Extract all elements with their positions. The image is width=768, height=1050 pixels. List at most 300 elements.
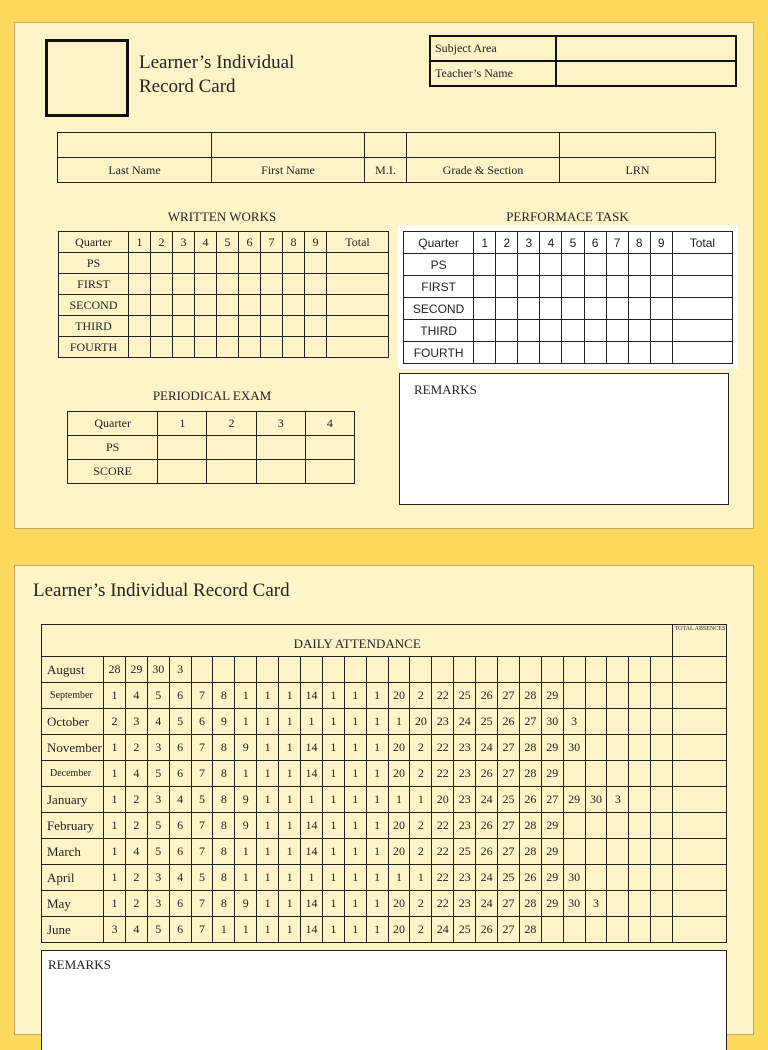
attendance-day[interactable]: 26: [476, 917, 498, 943]
attendance-day[interactable]: 22: [432, 891, 454, 917]
performance_task-score-cell[interactable]: [650, 276, 672, 298]
written_works-score-cell[interactable]: [195, 274, 217, 295]
attendance-day[interactable]: 29: [541, 865, 563, 891]
written_works-score-cell[interactable]: [305, 337, 327, 358]
last-name-field[interactable]: [58, 133, 212, 158]
attendance-cell[interactable]: [651, 891, 673, 917]
written_works-score-cell[interactable]: [217, 316, 239, 337]
remarks-box[interactable]: [399, 373, 729, 505]
performance_task-score-cell[interactable]: [474, 320, 496, 342]
attendance-cell[interactable]: [191, 657, 213, 683]
attendance-day[interactable]: 2: [410, 813, 432, 839]
attendance-cell[interactable]: [585, 657, 607, 683]
attendance-day[interactable]: 1: [322, 891, 344, 917]
performance_task-score-cell[interactable]: [584, 298, 606, 320]
attendance-day[interactable]: 24: [476, 787, 498, 813]
total-absences-cell[interactable]: [673, 891, 727, 917]
performance_task-score-cell[interactable]: [562, 298, 584, 320]
mi-field[interactable]: [365, 133, 407, 158]
total-absences-cell[interactable]: [673, 735, 727, 761]
attendance-day[interactable]: 20: [410, 709, 432, 735]
attendance-cell[interactable]: [585, 735, 607, 761]
attendance-cell[interactable]: [651, 761, 673, 787]
attendance-day[interactable]: 1: [257, 787, 279, 813]
attendance-day[interactable]: 1: [410, 865, 432, 891]
attendance-day[interactable]: 3: [169, 657, 191, 683]
performance_task-score-cell[interactable]: [496, 298, 518, 320]
performance_task-score-cell[interactable]: [496, 320, 518, 342]
attendance-day[interactable]: 1: [279, 917, 301, 943]
attendance-day[interactable]: 30: [147, 657, 169, 683]
performance_task-score-cell[interactable]: [518, 298, 540, 320]
attendance-day[interactable]: 25: [476, 709, 498, 735]
attendance-day[interactable]: 7: [191, 735, 213, 761]
attendance-day[interactable]: 27: [498, 683, 520, 709]
performance_task-score-cell[interactable]: [606, 298, 628, 320]
attendance-day[interactable]: 1: [104, 787, 126, 813]
attendance-day[interactable]: 27: [498, 735, 520, 761]
written_works-score-cell[interactable]: [173, 274, 195, 295]
performance_task-score-cell[interactable]: [518, 320, 540, 342]
attendance-day[interactable]: 4: [125, 761, 147, 787]
total-absences-cell[interactable]: [673, 839, 727, 865]
attendance-day[interactable]: 29: [541, 839, 563, 865]
total-absences-cell[interactable]: [673, 657, 727, 683]
attendance-day[interactable]: 1: [322, 709, 344, 735]
attendance-day[interactable]: 2: [125, 813, 147, 839]
performance_task-score-cell[interactable]: [584, 254, 606, 276]
attendance-day[interactable]: 26: [476, 683, 498, 709]
written_works-score-cell[interactable]: [283, 295, 305, 316]
attendance-day[interactable]: 30: [563, 891, 585, 917]
written_works-score-cell[interactable]: [261, 316, 283, 337]
attendance-day[interactable]: 25: [498, 787, 520, 813]
attendance-day[interactable]: 22: [432, 865, 454, 891]
attendance-day[interactable]: 27: [498, 839, 520, 865]
written_works-score-cell[interactable]: [195, 316, 217, 337]
attendance-day[interactable]: 1: [322, 865, 344, 891]
attendance-day[interactable]: 1: [322, 917, 344, 943]
attendance-day[interactable]: 3: [563, 709, 585, 735]
attendance-day[interactable]: 5: [147, 813, 169, 839]
attendance-day[interactable]: 24: [476, 735, 498, 761]
attendance-day[interactable]: 1: [344, 761, 366, 787]
performance_task-score-cell[interactable]: [672, 298, 732, 320]
attendance-day[interactable]: 2: [410, 839, 432, 865]
attendance-cell[interactable]: [301, 657, 323, 683]
attendance-day[interactable]: 1: [344, 917, 366, 943]
attendance-day[interactable]: 1: [104, 839, 126, 865]
first-name-field[interactable]: [212, 133, 365, 158]
attendance-day[interactable]: 5: [191, 787, 213, 813]
attendance-day[interactable]: 26: [476, 839, 498, 865]
written_works-score-cell[interactable]: [217, 337, 239, 358]
attendance-cell[interactable]: [585, 761, 607, 787]
attendance-day[interactable]: 7: [191, 683, 213, 709]
attendance-cell[interactable]: [629, 683, 651, 709]
attendance-day[interactable]: 8: [213, 761, 235, 787]
attendance-day[interactable]: 27: [498, 813, 520, 839]
lrn-field[interactable]: [560, 133, 716, 158]
attendance-day[interactable]: 1: [104, 813, 126, 839]
attendance-day[interactable]: 5: [147, 917, 169, 943]
attendance-day[interactable]: 1: [344, 683, 366, 709]
attendance-day[interactable]: 1: [279, 787, 301, 813]
attendance-day[interactable]: 4: [125, 683, 147, 709]
written_works-score-cell[interactable]: [239, 274, 261, 295]
attendance-day[interactable]: 2: [410, 917, 432, 943]
written_works-score-cell[interactable]: [327, 274, 389, 295]
attendance-cell[interactable]: [432, 657, 454, 683]
performance_task-score-cell[interactable]: [650, 342, 672, 364]
attendance-cell[interactable]: [607, 917, 629, 943]
attendance-cell[interactable]: [454, 657, 476, 683]
performance_task-score-cell[interactable]: [584, 276, 606, 298]
attendance-cell[interactable]: [629, 657, 651, 683]
written_works-score-cell[interactable]: [305, 253, 327, 274]
attendance-day[interactable]: 3: [147, 891, 169, 917]
attendance-day[interactable]: 1: [235, 917, 257, 943]
attendance-day[interactable]: 4: [169, 865, 191, 891]
attendance-day[interactable]: 3: [147, 787, 169, 813]
attendance-day[interactable]: 2: [410, 891, 432, 917]
attendance-day[interactable]: 1: [344, 839, 366, 865]
written_works-score-cell[interactable]: [305, 295, 327, 316]
performance_task-score-cell[interactable]: [474, 254, 496, 276]
attendance-day[interactable]: 1: [366, 761, 388, 787]
attendance-day[interactable]: 1: [235, 709, 257, 735]
attendance-day[interactable]: 1: [366, 735, 388, 761]
attendance-day[interactable]: 20: [388, 683, 410, 709]
attendance-day[interactable]: 20: [388, 839, 410, 865]
attendance-day[interactable]: 5: [147, 761, 169, 787]
written_works-score-cell[interactable]: [327, 295, 389, 316]
attendance-day[interactable]: 1: [322, 761, 344, 787]
attendance-day[interactable]: 1: [301, 865, 323, 891]
attendance-cell[interactable]: [651, 683, 673, 709]
attendance-day[interactable]: 1: [366, 813, 388, 839]
attendance-day[interactable]: 20: [388, 761, 410, 787]
total-absences-cell[interactable]: [673, 709, 727, 735]
written_works-score-cell[interactable]: [261, 337, 283, 358]
attendance-day[interactable]: 1: [213, 917, 235, 943]
attendance-cell[interactable]: [651, 917, 673, 943]
attendance-day[interactable]: 23: [454, 787, 476, 813]
attendance-day[interactable]: 1: [104, 761, 126, 787]
written_works-score-cell[interactable]: [173, 337, 195, 358]
attendance-cell[interactable]: [607, 761, 629, 787]
attendance-day[interactable]: 2: [125, 891, 147, 917]
attendance-day[interactable]: 1: [366, 709, 388, 735]
attendance-day[interactable]: 1: [322, 683, 344, 709]
performance_task-score-cell[interactable]: [562, 254, 584, 276]
written_works-score-cell[interactable]: [239, 316, 261, 337]
total-absences-cell[interactable]: [673, 813, 727, 839]
written_works-score-cell[interactable]: [239, 337, 261, 358]
attendance-day[interactable]: 22: [432, 683, 454, 709]
attendance-cell[interactable]: [563, 657, 585, 683]
attendance-day[interactable]: 24: [432, 917, 454, 943]
attendance-day[interactable]: 1: [257, 917, 279, 943]
attendance-cell[interactable]: [607, 735, 629, 761]
written_works-score-cell[interactable]: [261, 253, 283, 274]
written_works-score-cell[interactable]: [305, 316, 327, 337]
attendance-day[interactable]: 1: [366, 839, 388, 865]
performance_task-score-cell[interactable]: [584, 342, 606, 364]
periodical_exam-score-cell[interactable]: [256, 460, 305, 484]
attendance-cell[interactable]: [541, 657, 563, 683]
periodical_exam-score-cell[interactable]: [158, 436, 207, 460]
attendance-cell[interactable]: [563, 761, 585, 787]
attendance-day[interactable]: 22: [432, 761, 454, 787]
attendance-day[interactable]: 23: [454, 761, 476, 787]
written_works-score-cell[interactable]: [217, 253, 239, 274]
attendance-cell[interactable]: [629, 813, 651, 839]
attendance-cell[interactable]: [366, 657, 388, 683]
attendance-cell[interactable]: [651, 787, 673, 813]
teachers-name-field[interactable]: [556, 61, 736, 86]
attendance-cell[interactable]: [607, 813, 629, 839]
attendance-day[interactable]: 14: [301, 683, 323, 709]
attendance-day[interactable]: 14: [301, 761, 323, 787]
attendance-day[interactable]: 3: [585, 891, 607, 917]
attendance-cell[interactable]: [629, 709, 651, 735]
attendance-day[interactable]: 3: [607, 787, 629, 813]
attendance-day[interactable]: 30: [541, 709, 563, 735]
attendance-day[interactable]: 20: [388, 917, 410, 943]
written_works-score-cell[interactable]: [129, 295, 151, 316]
attendance-cell[interactable]: [651, 735, 673, 761]
written_works-score-cell[interactable]: [151, 274, 173, 295]
attendance-day[interactable]: 8: [213, 735, 235, 761]
attendance-day[interactable]: 1: [344, 865, 366, 891]
attendance-day[interactable]: 1: [366, 683, 388, 709]
attendance-cell[interactable]: [607, 865, 629, 891]
total-absences-cell[interactable]: [673, 917, 727, 943]
attendance-day[interactable]: 25: [454, 917, 476, 943]
written_works-score-cell[interactable]: [173, 316, 195, 337]
performance_task-score-cell[interactable]: [606, 342, 628, 364]
attendance-day[interactable]: 27: [498, 917, 520, 943]
attendance-day[interactable]: 28: [519, 761, 541, 787]
attendance-day[interactable]: 23: [454, 891, 476, 917]
performance_task-score-cell[interactable]: [496, 342, 518, 364]
attendance-day[interactable]: 1: [104, 735, 126, 761]
attendance-cell[interactable]: [344, 657, 366, 683]
attendance-day[interactable]: 1: [301, 787, 323, 813]
written_works-score-cell[interactable]: [151, 253, 173, 274]
written_works-score-cell[interactable]: [239, 295, 261, 316]
written_works-score-cell[interactable]: [173, 295, 195, 316]
performance_task-score-cell[interactable]: [650, 254, 672, 276]
attendance-day[interactable]: 5: [147, 839, 169, 865]
attendance-remarks-box[interactable]: [41, 950, 727, 1050]
attendance-day[interactable]: 7: [191, 917, 213, 943]
attendance-day[interactable]: 1: [344, 787, 366, 813]
performance_task-score-cell[interactable]: [562, 342, 584, 364]
attendance-cell[interactable]: [388, 657, 410, 683]
attendance-day[interactable]: 1: [279, 761, 301, 787]
written_works-score-cell[interactable]: [283, 253, 305, 274]
performance_task-score-cell[interactable]: [518, 276, 540, 298]
grade-section-field[interactable]: [407, 133, 560, 158]
attendance-day[interactable]: 2: [125, 787, 147, 813]
attendance-day[interactable]: 1: [279, 839, 301, 865]
performance_task-score-cell[interactable]: [474, 342, 496, 364]
attendance-day[interactable]: 29: [541, 761, 563, 787]
attendance-day[interactable]: 14: [301, 813, 323, 839]
attendance-day[interactable]: 1: [344, 735, 366, 761]
attendance-day[interactable]: 9: [213, 709, 235, 735]
attendance-day[interactable]: 1: [257, 709, 279, 735]
attendance-cell[interactable]: [585, 917, 607, 943]
attendance-cell[interactable]: [563, 839, 585, 865]
attendance-day[interactable]: 14: [301, 891, 323, 917]
attendance-day[interactable]: 26: [498, 709, 520, 735]
written_works-score-cell[interactable]: [129, 253, 151, 274]
written_works-score-cell[interactable]: [129, 316, 151, 337]
attendance-day[interactable]: 30: [563, 735, 585, 761]
attendance-cell[interactable]: [629, 761, 651, 787]
attendance-cell[interactable]: [651, 709, 673, 735]
performance_task-score-cell[interactable]: [562, 276, 584, 298]
total-absences-cell[interactable]: [673, 761, 727, 787]
attendance-day[interactable]: 25: [454, 839, 476, 865]
performance_task-score-cell[interactable]: [672, 254, 732, 276]
written_works-score-cell[interactable]: [129, 337, 151, 358]
attendance-day[interactable]: 7: [191, 839, 213, 865]
written_works-score-cell[interactable]: [327, 253, 389, 274]
attendance-day[interactable]: 28: [519, 839, 541, 865]
attendance-day[interactable]: 1: [366, 787, 388, 813]
attendance-cell[interactable]: [585, 839, 607, 865]
attendance-cell[interactable]: [476, 657, 498, 683]
attendance-day[interactable]: 1: [388, 787, 410, 813]
attendance-cell[interactable]: [585, 865, 607, 891]
performance_task-score-cell[interactable]: [540, 298, 562, 320]
performance_task-score-cell[interactable]: [540, 276, 562, 298]
attendance-day[interactable]: 20: [388, 891, 410, 917]
attendance-day[interactable]: 29: [125, 657, 147, 683]
attendance-cell[interactable]: [235, 657, 257, 683]
attendance-day[interactable]: 25: [454, 683, 476, 709]
attendance-cell[interactable]: [410, 657, 432, 683]
attendance-day[interactable]: 1: [301, 709, 323, 735]
attendance-cell[interactable]: [585, 813, 607, 839]
performance_task-score-cell[interactable]: [540, 254, 562, 276]
attendance-day[interactable]: 20: [432, 787, 454, 813]
attendance-cell[interactable]: [322, 657, 344, 683]
attendance-day[interactable]: 26: [476, 813, 498, 839]
attendance-day[interactable]: 8: [213, 683, 235, 709]
written_works-score-cell[interactable]: [195, 337, 217, 358]
attendance-cell[interactable]: [563, 683, 585, 709]
attendance-day[interactable]: 6: [169, 761, 191, 787]
attendance-day[interactable]: 28: [519, 735, 541, 761]
attendance-day[interactable]: 9: [235, 735, 257, 761]
performance_task-score-cell[interactable]: [606, 254, 628, 276]
attendance-day[interactable]: 29: [541, 683, 563, 709]
attendance-day[interactable]: 9: [235, 813, 257, 839]
attendance-day[interactable]: 8: [213, 891, 235, 917]
attendance-cell[interactable]: [585, 683, 607, 709]
attendance-day[interactable]: 1: [257, 683, 279, 709]
attendance-day[interactable]: 29: [541, 891, 563, 917]
attendance-day[interactable]: 7: [191, 761, 213, 787]
attendance-day[interactable]: 4: [125, 917, 147, 943]
performance_task-score-cell[interactable]: [540, 342, 562, 364]
attendance-day[interactable]: 22: [432, 839, 454, 865]
attendance-cell[interactable]: [519, 657, 541, 683]
attendance-day[interactable]: 1: [388, 709, 410, 735]
attendance-day[interactable]: 4: [169, 787, 191, 813]
attendance-day[interactable]: 1: [235, 683, 257, 709]
attendance-day[interactable]: 27: [541, 787, 563, 813]
attendance-day[interactable]: 30: [563, 865, 585, 891]
performance_task-score-cell[interactable]: [540, 320, 562, 342]
written_works-score-cell[interactable]: [195, 295, 217, 316]
attendance-cell[interactable]: [629, 917, 651, 943]
total-absences-cell[interactable]: [673, 683, 727, 709]
attendance-day[interactable]: 29: [541, 813, 563, 839]
attendance-cell[interactable]: [629, 865, 651, 891]
performance_task-score-cell[interactable]: [672, 342, 732, 364]
attendance-day[interactable]: 2: [410, 683, 432, 709]
performance_task-score-cell[interactable]: [672, 276, 732, 298]
written_works-score-cell[interactable]: [217, 295, 239, 316]
attendance-day[interactable]: 1: [104, 891, 126, 917]
attendance-day[interactable]: 29: [563, 787, 585, 813]
attendance-day[interactable]: 1: [235, 839, 257, 865]
attendance-day[interactable]: 1: [279, 709, 301, 735]
attendance-day[interactable]: 7: [191, 891, 213, 917]
attendance-day[interactable]: 2: [410, 735, 432, 761]
performance_task-score-cell[interactable]: [628, 254, 650, 276]
attendance-day[interactable]: 9: [235, 787, 257, 813]
written_works-score-cell[interactable]: [173, 253, 195, 274]
attendance-day[interactable]: 1: [366, 891, 388, 917]
attendance-day[interactable]: 1: [279, 865, 301, 891]
attendance-day[interactable]: 25: [498, 865, 520, 891]
attendance-day[interactable]: 2: [104, 709, 126, 735]
attendance-day[interactable]: 20: [388, 735, 410, 761]
attendance-day[interactable]: 6: [169, 917, 191, 943]
attendance-day[interactable]: 28: [519, 917, 541, 943]
periodical_exam-score-cell[interactable]: [158, 460, 207, 484]
attendance-cell[interactable]: [607, 839, 629, 865]
performance_task-score-cell[interactable]: [518, 254, 540, 276]
attendance-day[interactable]: 1: [366, 865, 388, 891]
attendance-day[interactable]: 5: [191, 865, 213, 891]
attendance-day[interactable]: 2: [125, 735, 147, 761]
attendance-day[interactable]: 27: [498, 891, 520, 917]
attendance-day[interactable]: 1: [410, 787, 432, 813]
attendance-day[interactable]: 26: [476, 761, 498, 787]
attendance-day[interactable]: 2: [410, 761, 432, 787]
attendance-day[interactable]: 8: [213, 839, 235, 865]
attendance-day[interactable]: 4: [147, 709, 169, 735]
attendance-cell[interactable]: [257, 657, 279, 683]
attendance-day[interactable]: 6: [169, 683, 191, 709]
attendance-cell[interactable]: [279, 657, 301, 683]
attendance-day[interactable]: 14: [301, 839, 323, 865]
performance_task-score-cell[interactable]: [562, 320, 584, 342]
written_works-score-cell[interactable]: [195, 253, 217, 274]
attendance-day[interactable]: 1: [235, 865, 257, 891]
written_works-score-cell[interactable]: [151, 295, 173, 316]
attendance-day[interactable]: 1: [104, 865, 126, 891]
attendance-day[interactable]: 26: [519, 787, 541, 813]
